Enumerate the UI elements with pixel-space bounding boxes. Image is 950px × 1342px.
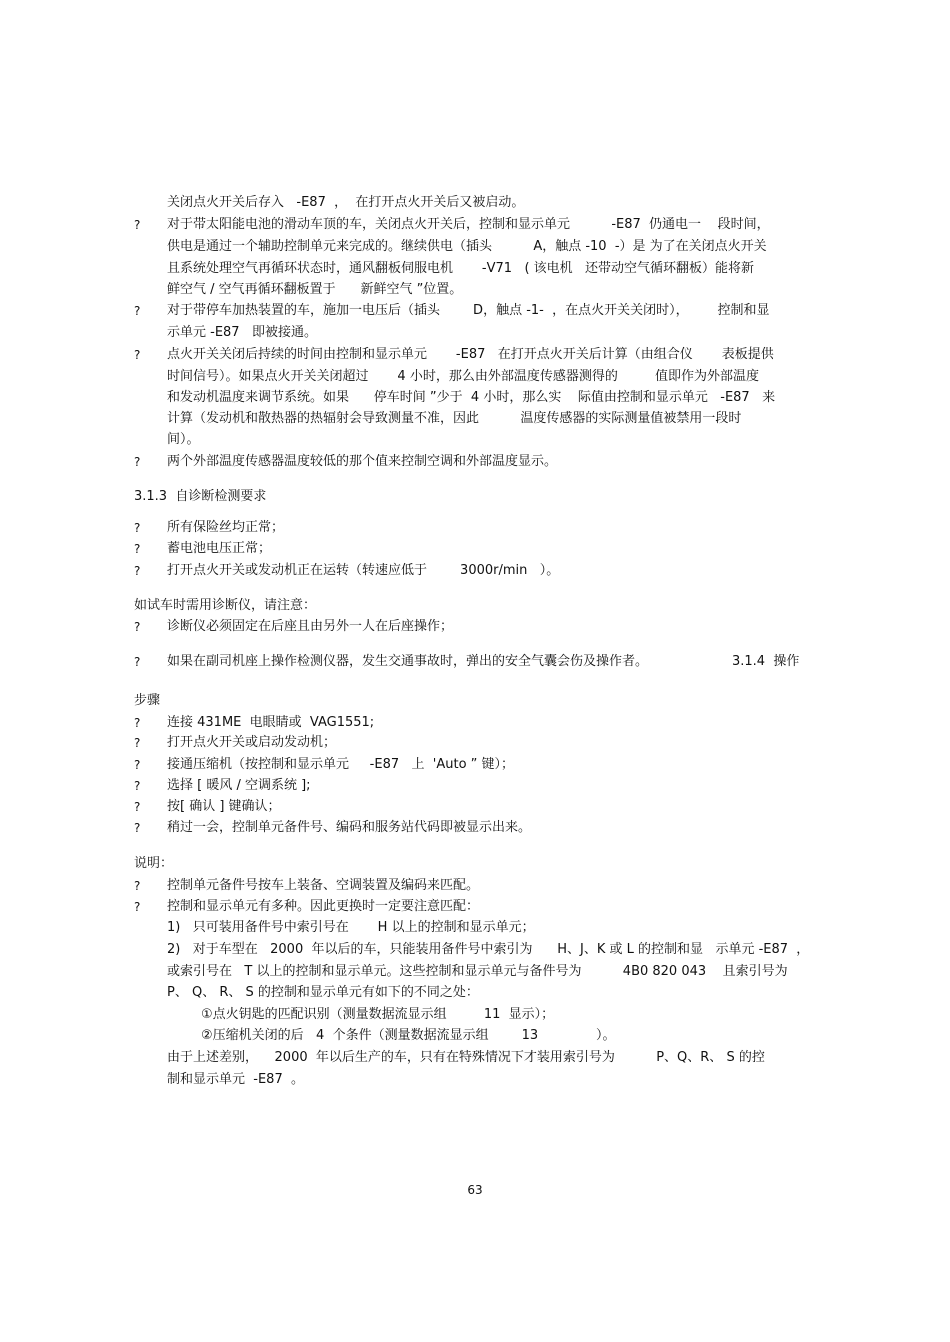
- text-line: 示单元 -E87 即被接通。: [167, 325, 317, 340]
- bullet: ?: [134, 821, 141, 835]
- bullet: ?: [134, 758, 141, 772]
- step-item: 打开点火开关或启动发动机；: [167, 735, 337, 750]
- step-item: 按[ 确认 ] 键确认；: [167, 799, 281, 814]
- bullet: ?: [134, 800, 141, 814]
- list-item: 如果在副司机座上操作检测仪器，发生交通事故时，弹出的安全气囊会伤及操作者。: [167, 654, 649, 669]
- list-item: 控制单元备件号按车上装备、空调装置及编码来匹配。: [167, 878, 480, 893]
- note-intro: 如试车时需用诊断仪，请注意：: [134, 598, 317, 613]
- bullet: ?: [134, 779, 141, 793]
- bullet: ?: [134, 455, 141, 469]
- bullet: ?: [134, 564, 141, 578]
- page-number: 63: [467, 1183, 483, 1197]
- text-line: 关闭点火开关后存入 -E87 ， 在打开点火开关后又被启动。: [167, 195, 525, 210]
- text-line: 间）。: [167, 432, 200, 447]
- step-item: 接通压缩机（按控制和显示单元 -E87 上 'Auto ” 键）；: [167, 757, 515, 772]
- text-line: 供电是通过一个辅助控制单元来完成的。继续供电（插头 A，触点 -10 -）是 为了在关闭点火开关: [167, 239, 767, 254]
- text-line: 对于带太阳能电池的滑动车顶的车，关闭点火开关后，控制和显示单元 -E87 仍通电一 段时间，: [167, 217, 770, 232]
- list-item: 蓄电池电压正常；: [167, 541, 272, 556]
- list-item: 所有保险丝均正常；: [167, 520, 285, 535]
- list-item: 打开点火开关或发动机正在运转（转速应低于 3000r/min ）。: [167, 563, 560, 578]
- section-heading-314: 3.1.4 操作: [732, 654, 800, 669]
- step-item: 稍过一会，控制单元备件号、编码和服务站代码即被显示出来。: [167, 820, 532, 835]
- bullet: ?: [134, 521, 141, 535]
- bullet: ?: [134, 900, 141, 914]
- bullet: ?: [134, 736, 141, 750]
- text-line: 鲜空气 / 空气再循环翻板置于 新鲜空气 ”位置。: [167, 282, 463, 297]
- text-line: 时间信号）。如果点火开关关闭超过 4 小时，那么由外部温度传感器测得的 值即作为外部温度: [167, 369, 760, 384]
- bullet: ?: [134, 716, 141, 730]
- text-line: 且系统处理空气再循环状态时，通风翻板伺服电机 -V71 ( 该电机 还带动空气循环翻板）能将新: [167, 261, 755, 276]
- bullet: ?: [134, 620, 141, 634]
- step-item: 连接 431ME 电眼睛或 VAG1551;: [167, 715, 375, 730]
- text-line: 计算（发动机和散热器的热辐射会导致测量不准，因此 温度传感器的实际测量值被禁用一段时: [167, 411, 742, 426]
- bullet: ?: [134, 655, 141, 669]
- bullet: ?: [134, 218, 141, 232]
- text-line: 点火开关关闭后持续的时间由控制和显示单元 -E87 在打开点火开关后计算（由组合仪 表板提供: [167, 347, 774, 362]
- list-item: 诊断仪必须固定在后座且由另外一人在后座操作；: [167, 619, 454, 634]
- sub-item: P、 Q、 R、 S 的控制和显示单元有如下的不同之处：: [167, 985, 479, 1000]
- steps-heading: 步骤: [134, 693, 161, 708]
- explain-heading: 说明：: [134, 856, 174, 871]
- step-item: 选择 [ 暖风 / 空调系统 ];: [167, 778, 311, 793]
- sub-item: 1) 只可装用备件号中索引号在 H 以上的控制和显示单元；: [167, 920, 535, 935]
- section-heading-313: 3.1.3 自诊断检测要求: [134, 489, 267, 504]
- circled-item: ①点火钥匙的匹配识别（测量数据流显示组 11 显示）；: [201, 1007, 555, 1022]
- sub-item: 2) 对于车型在 2000 年以后的车，只能装用备件号中索引为 H、J、K 或 L 的控制和显 示单元 -E87 ，: [167, 942, 810, 957]
- sub-item: 或索引号在 T 以上的控制和显示单元。这些控制和显示单元与备件号为 4B0 820 043 且索引号为: [167, 964, 788, 979]
- circled-item: ②压缩机关闭的后 4 个条件（测量数据流显示组 13 ）。: [201, 1028, 616, 1043]
- list-item: 控制和显示单元有多种。因此更换时一定要注意匹配：: [167, 899, 480, 914]
- bullet: ?: [134, 542, 141, 556]
- text-line: 制和显示单元 -E87 。: [167, 1072, 304, 1087]
- text-line: 由于上述差别， 2000 年以后生产的车，只有在特殊情况下才装用索引号为 P、Q、R、 S 的控: [167, 1050, 765, 1065]
- bullet: ?: [134, 348, 141, 362]
- bullet: ?: [134, 879, 141, 893]
- text-line: 两个外部温度传感器温度较低的那个值来控制空调和外部温度显示。: [167, 454, 558, 469]
- text-line: 对于带停车加热装置的车，施加一电压后（插头 D，触点 -1- ，在点火开关关闭时）， 控制和显: [167, 303, 770, 318]
- bullet: ?: [134, 304, 141, 318]
- text-line: 和发动机温度来调节系统。如果 停车时间 ”少于 4 小时，那么实 际值由控制和显示单元 -E87 来: [167, 390, 776, 405]
